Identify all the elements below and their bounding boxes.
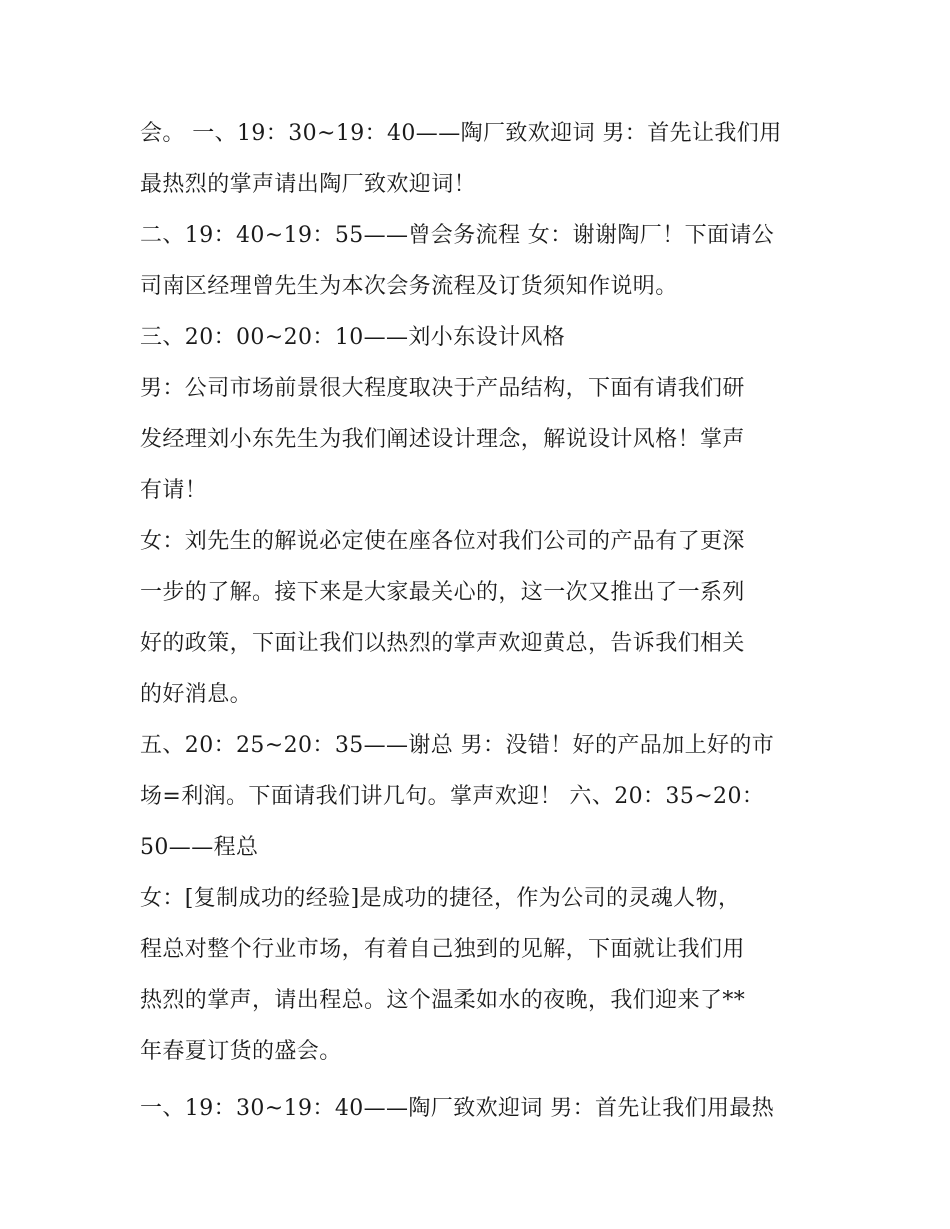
text-line: 年春夏订货的盛会。 bbox=[140, 1039, 342, 1064]
document-body bbox=[140, 108, 812, 1134]
text-line: 的好消息。 bbox=[140, 682, 253, 707]
text-line: 三、20：00~20：10——刘小东设计风格 bbox=[140, 325, 566, 350]
text-line: 程总对整个行业市场，有着自己独到的见解，下面就让我们用 bbox=[140, 937, 745, 962]
text-line: 男：公司市场前景很大程度取决于产品结构，下面有请我们研 bbox=[140, 376, 745, 401]
text-line: 最热烈的掌声请出陶厂致欢迎词！ bbox=[140, 172, 477, 197]
text-line: 热烈的掌声，请出程总。这个温柔如水的夜晚，我们迎来了** bbox=[140, 988, 746, 1013]
text-line: 司南区经理曾先生为本次会务流程及订货须知作说明。 bbox=[140, 274, 678, 299]
text-line: 女：[复制成功的经验]是成功的捷径，作为公司的灵魂人物， bbox=[140, 886, 741, 911]
text-line: 会。 一、19：30~19：40——陶厂致欢迎词 男：首先让我们用 bbox=[140, 121, 782, 146]
text-line: 发经理刘小东先生为我们阐述设计理念，解说设计风格！掌声 bbox=[140, 427, 745, 452]
text-line: 女：刘先生的解说必定使在座各位对我们公司的产品有了更深 bbox=[140, 529, 745, 554]
text-line: 好的政策，下面让我们以热烈的掌声欢迎黄总，告诉我们相关 bbox=[140, 631, 745, 656]
text-line: 五、20：25~20：35——谢总 男：没错！好的产品加上好的市 bbox=[140, 733, 775, 758]
text-line: 二、19：40~19：55——曾会务流程 女：谢谢陶厂！下面请公 bbox=[140, 223, 775, 248]
text-line: 有请！ bbox=[140, 478, 208, 503]
text-line: 场=利润。下面请我们讲几句。掌声欢迎！ 六、20：35~20： bbox=[140, 784, 765, 809]
text-line: 一步的了解。接下来是大家最关心的，这一次又推出了一系列 bbox=[140, 580, 745, 605]
text-line: 一、19：30~19：40——陶厂致欢迎词 男：首先让我们用最热 bbox=[140, 1096, 775, 1121]
text-line: 50——程总 bbox=[140, 835, 259, 860]
